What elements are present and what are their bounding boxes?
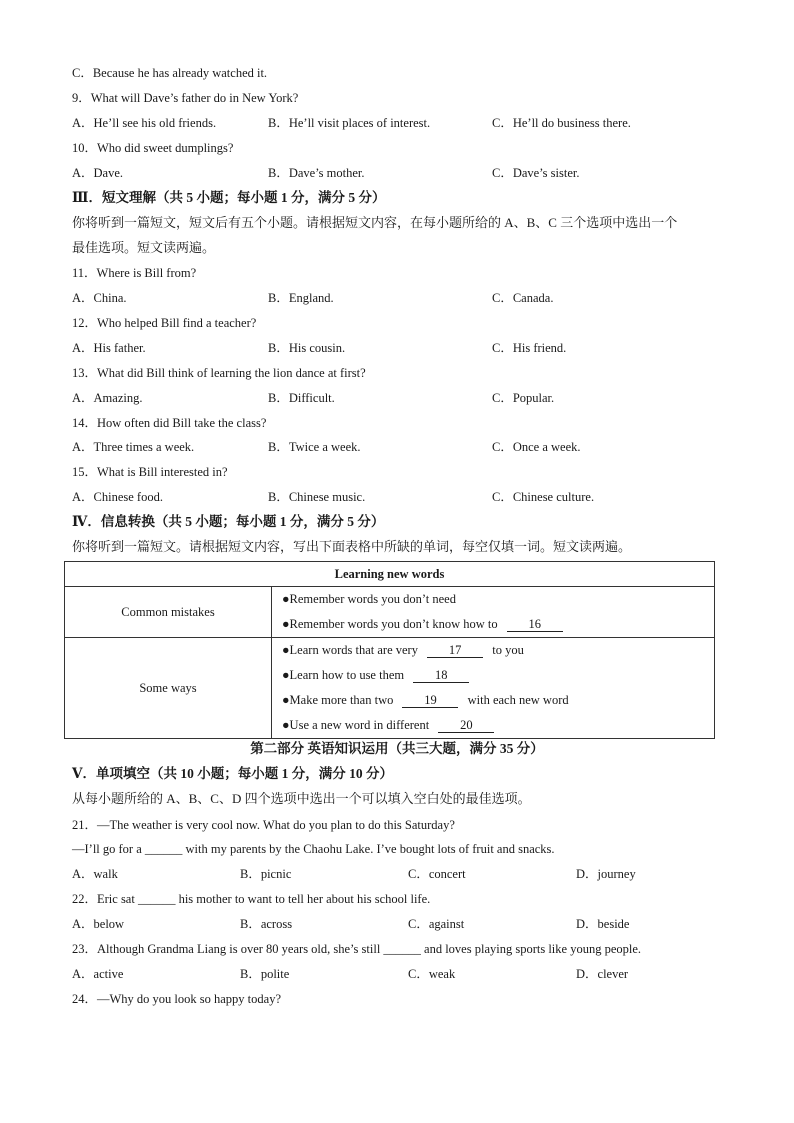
q14-option-b: B．Twice a week. (268, 440, 361, 454)
q15-option-c: C．Chinese culture. (492, 490, 595, 504)
q21-option-a: A．walk (72, 867, 118, 881)
q11-option-a: A．China. (72, 291, 127, 305)
q12-option-b: B．His cousin. (268, 341, 346, 355)
bullet-item (272, 688, 714, 713)
bullet-text-tail: with each new word (467, 693, 569, 707)
q15-option-a: A．Chinese food. (72, 490, 163, 504)
section-4-title: Ⅳ．信息转换（共 5 小题；每小题 1 分，满分 5 分） (72, 514, 385, 529)
q22-option-c: C．against (408, 917, 465, 931)
section-3-instructions-2: 最佳选项。短文读两遍。 (72, 240, 216, 255)
q21-stem-2: —I’ll go for a ______ with my parents by the Chaohu Lake. I’ve bought lots of fruit and snacks. (72, 842, 555, 856)
q9-option-b: B．He’ll visit places of interest. (268, 116, 431, 130)
q23-stem: 23．Although Grandma Liang is over 80 years old, she’s still ______ and loves playing sports like young people. (72, 942, 642, 956)
q23-option-a: A．active (72, 967, 124, 981)
q11-option-b: B．England. (268, 291, 334, 305)
q8-option-c: C．Because he has already watched it. (72, 66, 268, 80)
q10-option-c: C．Dave’s sister. (492, 166, 580, 180)
section-5-title: Ⅴ．单项填空（共 10 小题；每小题 1 分，满分 10 分） (72, 766, 393, 781)
bullet-item (272, 663, 714, 688)
table-header: Learning new words (65, 562, 715, 587)
row-label-some-ways: Some ways (65, 638, 272, 739)
blank-20[interactable]: 20 (438, 718, 494, 733)
q22-stem: 22．Eric sat ______ his mother to want to tell her about his school life. (72, 892, 431, 906)
q22-option-d: D．beside (576, 917, 630, 931)
q22-option-a: A．below (72, 917, 125, 931)
bullet-item: ●Remember words you don’t need (282, 592, 456, 606)
q12-option-c: C．His friend. (492, 341, 567, 355)
some-ways-cell (272, 638, 715, 739)
blank-19[interactable]: 19 (402, 693, 458, 708)
q23-option-b: B．polite (240, 967, 290, 981)
q24-stem: 24．—Why do you look so happy today? (72, 992, 282, 1006)
q15-stem: 15．What is Bill interested in? (72, 465, 228, 479)
q12-stem: 12．Who helped Bill find a teacher? (72, 316, 257, 330)
q14-option-c: C．Once a week. (492, 440, 581, 454)
bullet-text: ●Learn words that are very (282, 643, 418, 657)
bullet-text: ●Make more than two (282, 693, 394, 707)
section-3-title: Ⅲ．短文理解（共 5 小题；每小题 1 分，满分 5 分） (72, 190, 386, 205)
row-label-common-mistakes: Common mistakes (65, 587, 272, 638)
bullet-text: ●Use a new word in different (282, 718, 430, 732)
q13-option-c: C．Popular. (492, 391, 555, 405)
common-mistakes-cell (272, 587, 715, 638)
q23-option-c: C．weak (408, 967, 456, 981)
q21-option-c: C．concert (408, 867, 466, 881)
q21-stem-1: 21．—The weather is very cool now. What do you plan to do this Saturday? (72, 818, 455, 832)
q11-option-c: C．Canada. (492, 291, 554, 305)
part-2-title: 第二部分 英语知识运用（共三大题，满分 35 分） (250, 741, 544, 756)
q23-option-d: D．clever (576, 967, 629, 981)
bullet-text: ●Remember words you don’t know how to (282, 617, 498, 631)
q21-option-d: D．journey (576, 867, 636, 881)
bullet-item (272, 612, 714, 637)
q10-stem: 10．Who did sweet dumplings? (72, 141, 234, 155)
q13-option-a: A．Amazing. (72, 391, 143, 405)
blank-16[interactable]: 16 (507, 617, 563, 632)
q13-option-b: B．Difficult. (268, 391, 335, 405)
q21-option-b: B．picnic (240, 867, 292, 881)
q9-stem: 9．What will Dave’s father do in New York? (72, 91, 299, 105)
q22-option-b: B．across (240, 917, 293, 931)
q15-option-b: B．Chinese music. (268, 490, 366, 504)
bullet-text: ●Learn how to use them (282, 668, 405, 682)
section-4-instructions: 你将听到一篇短文。请根据短文内容，写出下面表格中所缺的单词，每空仅填一词。短文读两遍。 (72, 539, 632, 554)
q10-option-a: A．Dave. (72, 166, 124, 180)
q10-option-b: B．Dave’s mother. (268, 166, 365, 180)
q11-stem: 11．Where is Bill from? (72, 266, 197, 280)
q14-option-a: A．Three times a week. (72, 440, 195, 454)
bullet-text-tail: to you (492, 643, 524, 657)
section-3-instructions-1: 你将听到一篇短文，短文后有五个小题。请根据短文内容，在每小题所给的 A、B、C 三个选项中选出一个 (72, 215, 678, 230)
section-5-instructions: 从每小题所给的 A、B、C、D 四个选项中选出一个可以填入空白处的最佳选项。 (72, 791, 531, 806)
q9-option-c: C．He’ll do business there. (492, 116, 631, 130)
blank-17[interactable]: 17 (427, 643, 483, 658)
q9-option-a: A．He’ll see his old friends. (72, 116, 217, 130)
q12-option-a: A．His father. (72, 341, 146, 355)
bullet-item (272, 638, 714, 663)
bullet-item (272, 713, 714, 738)
info-transfer-table (64, 561, 715, 739)
q13-stem: 13．What did Bill think of learning the lion dance at first? (72, 366, 366, 380)
blank-18[interactable]: 18 (413, 668, 469, 683)
q14-stem: 14．How often did Bill take the class? (72, 416, 267, 430)
